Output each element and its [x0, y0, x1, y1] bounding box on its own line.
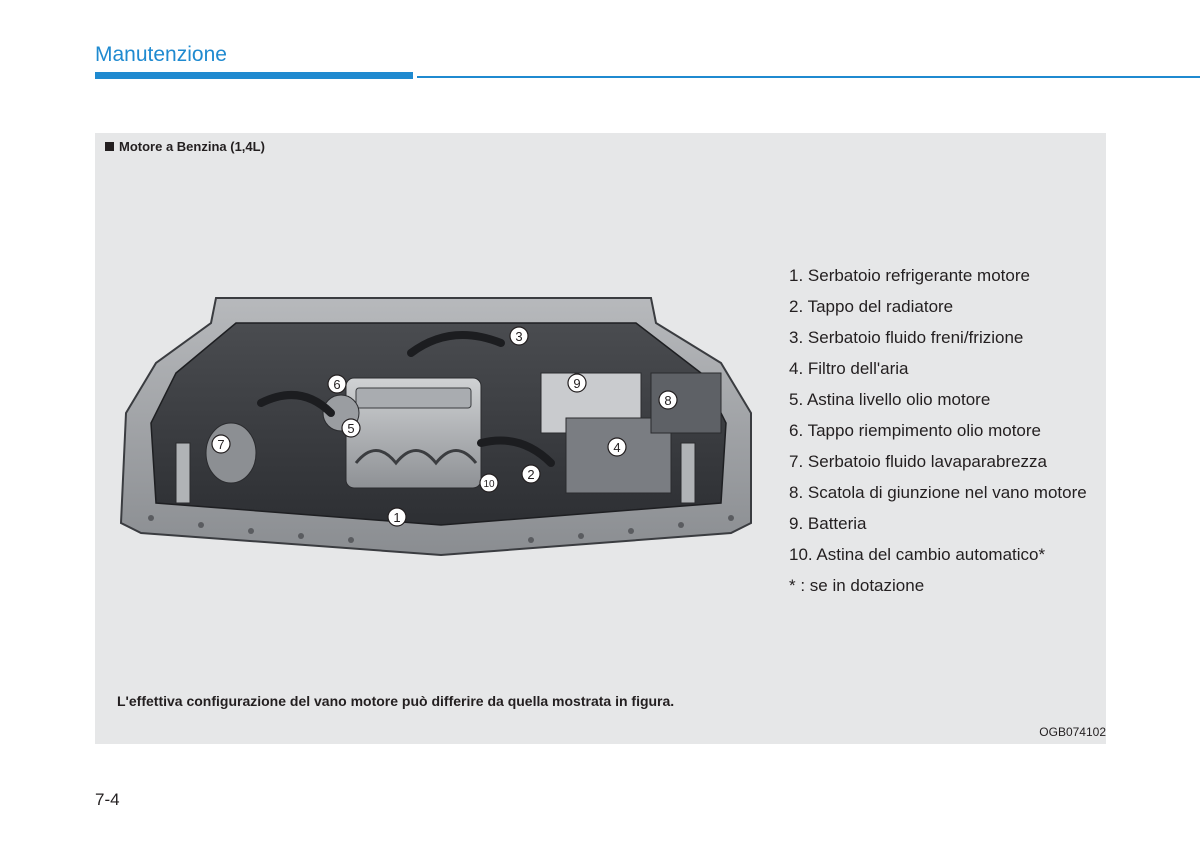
figure-caption-text: Motore a Benzina (1,4L): [119, 139, 265, 154]
header-rule-thick: [95, 72, 413, 79]
callout-6-label: 6: [333, 377, 341, 392]
figure-caption: [105, 139, 265, 154]
callout-2-label: 2: [527, 467, 535, 482]
figure-disclaimer: L'effettiva configurazione del vano motore può differire da quella mostrata in figura.: [117, 693, 675, 709]
callout-5-label: 5: [347, 421, 355, 436]
legend-item: 3. Serbatoio fluido freni/frizione: [789, 328, 1024, 347]
legend-item: 1. Serbatoio refrigerante motore: [789, 266, 1030, 285]
legend-item: 9. Batteria: [789, 514, 867, 533]
callout-3: [510, 327, 528, 345]
callout-10-label: 10: [483, 479, 495, 490]
callout-9-label: 9: [573, 376, 581, 391]
figure-legend: [789, 260, 1087, 601]
legend-item: 8. Scatola di giunzione nel vano motore: [789, 483, 1087, 502]
callout-2: [522, 465, 540, 483]
callout-8: [659, 391, 677, 409]
callout-10: [480, 474, 498, 492]
legend-item: 6. Tappo riempimento olio motore: [789, 421, 1041, 440]
section-title: Manutenzione: [95, 43, 227, 66]
legend-item: 10. Astina del cambio automatico*: [789, 545, 1046, 564]
callout-1-label: 1: [393, 510, 401, 525]
legend-item: 7. Serbatoio fluido lavaparabrezza: [789, 452, 1047, 471]
callout-1: [388, 508, 406, 526]
callout-7-label: 7: [217, 437, 225, 452]
callout-7: [212, 435, 230, 453]
callout-8-label: 8: [664, 393, 672, 408]
callout-4: [608, 438, 626, 456]
legend-item: 2. Tappo del radiatore: [789, 297, 954, 316]
callout-4-label: 4: [613, 440, 621, 455]
callout-5: [342, 419, 360, 437]
callout-3-label: 3: [515, 329, 523, 344]
bullet-square-icon: [105, 142, 114, 151]
figure-panel: [95, 133, 1106, 744]
legend-item: 5. Astina livello olio motore: [789, 390, 991, 409]
callout-9: [568, 374, 586, 392]
figure-code: OGB074102: [1039, 725, 1106, 739]
callout-6: [328, 375, 346, 393]
header-rule-thin: [417, 76, 1200, 78]
engine-bay-illustration: [111, 293, 761, 573]
legend-item: 4. Filtro dell'aria: [789, 359, 909, 378]
legend-footnote: * : se in dotazione: [789, 576, 925, 595]
page-number: 7-4: [95, 790, 120, 809]
